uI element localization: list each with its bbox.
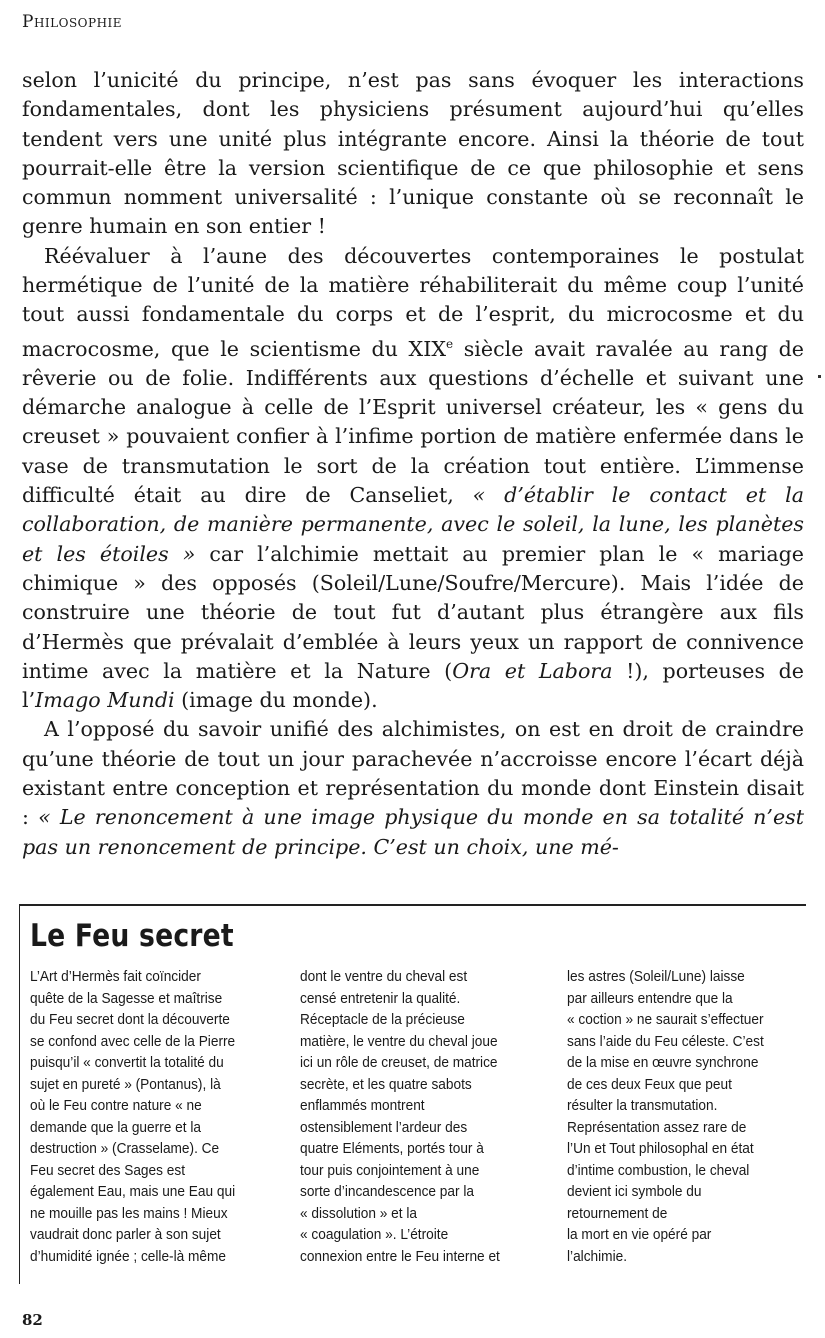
- running-head: Philosophie: [22, 12, 123, 32]
- box-column-2: dont le ventre du cheval est censé entretenir la qualité. Réceptacle de la précieuse matière, le ventre du cheval joue ici un rôle de creuset, de matrice secrète, et les quatre sabots enflammés montrent ostensiblement l’ardeur des quatre Eléments, portés tour à tour puis conjointement à une sorte d’incandescence par la « dissolution » et la « coagulation ». L’étroite connexion entre le Feu interne et: [300, 968, 500, 1265]
- imago-mundi: Imago Mundi: [35, 688, 175, 713]
- paragraph-1-text: selon l’unicité du principe, n’est pas sans évoquer les interactions fondamentales, dont les physiciens présument aujourd’hui qu’elles tendent vers une unité plus intégrante encore. Ainsi la théorie de tout pourrait-elle être la version scientifique de ce que philosophie et sens commun nomment universalité : l’unique constante où se reconnaît le genre humain en son entier !: [22, 68, 804, 239]
- p2-text-b: siècle avait ravalée au rang de rêverie ou de folie. Indifférents aux questions d’échelle et suivant une démarche analogue à celle de l’Esprit universel créateur, les « gens du creuset » pouvaient confier à l’infime portion de matière enfermée dans le vase de transmutation le sort de la création tout entière. L’immense difficulté était au dire de Canseliet,: [22, 336, 804, 508]
- page-number: 82: [22, 1311, 43, 1329]
- paragraph-1: [22, 66, 804, 242]
- p2-text-d: !), porteuses de l’: [22, 658, 804, 713]
- box-title: Le Feu secret: [30, 918, 234, 954]
- p2-text-a: Réévaluer à l’aune des découvertes contemporaines le postulat hermétique de l’unité de la matière réhabiliterait du même coup l’unité tout aussi fondamentale du corps et de l’esprit, du microcosme et du macrocosme, que le scientisme du XIX: [22, 243, 804, 361]
- ora-et-labora: Ora et Labora: [452, 658, 613, 683]
- box-column-3: les astres (Soleil/Lune) laisse par ailleurs entendre que la « coction » ne saurait s’effectuer sans l’aide du Feu céleste. C’est de la mise en œuvre synchrone de ces deux Feux que peut résulter la transmutation. Représentation assez rare de l’Un et Tout philosophal en état d’intime combustion, le cheval devient ici symbole du retournement de la mort en vie opéré par l’alchimie.: [567, 968, 764, 1265]
- sidebar-box: [19, 904, 806, 1284]
- canseliet-quote: « d’établir le contact et la collaboration, de manière permanente, avec le soleil, la lune, les planètes et les étoiles »: [22, 483, 804, 566]
- paragraph-3: [22, 715, 804, 861]
- main-text: [22, 66, 804, 862]
- p2-text-c: car l’alchimie mettait au premier plan le « mariage chimique » des opposés (Soleil/Lune/Soufre/Mercure). Mais l’idée de construire une théorie de tout fut d’autant plus étrangère aux fils d’Hermès que prévalait d’emblée à leurs yeux un rapport de connivence intime avec la matière et la Nature (: [22, 541, 804, 683]
- einstein-quote: « Le renoncement à une image physique du monde en sa totalité n’est pas un renoncement de principe. C’est un choix, une mé-: [22, 805, 804, 859]
- p2-text-e: (image du monde).: [174, 688, 378, 713]
- margin-dot: [818, 375, 821, 378]
- paragraph-2: [22, 242, 804, 716]
- p3-text-a: A l’opposé du savoir unifié des alchimistes, on est en droit de craindre qu’une théorie de tout un jour parachevée n’accroisse encore l’écart déjà existant entre conception et représentation du monde dont Einstein disait :: [22, 717, 804, 830]
- century-superscript: e: [446, 336, 454, 351]
- box-column-1: L’Art d’Hermès fait coïncider quête de la Sagesse et maîtrise du Feu secret dont la découverte se confond avec celle de la Pierre puisqu’il « convertit la totalité du sujet en pureté » (Pontanus), là où le Feu contre nature « ne demande que la guerre et la destruction » (Crasselame). Ce Feu secret des Sages est également Eau, mais une Eau qui ne mouille pas les mains ! Mieux vaudrait donc parler à son sujet d’humidité ignée ; celle-là même: [30, 968, 236, 1265]
